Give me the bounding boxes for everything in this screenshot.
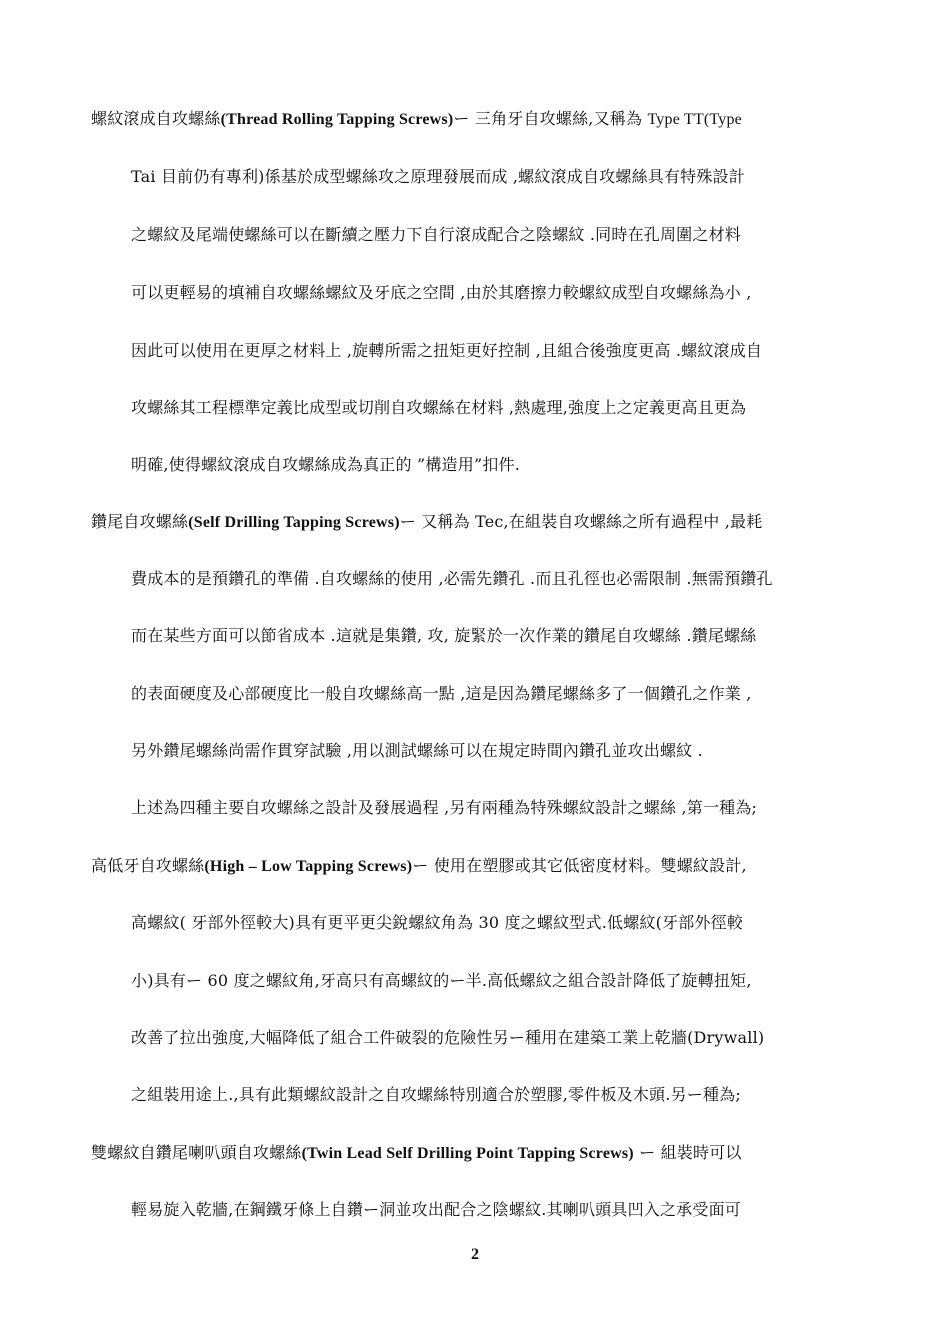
term-heading-high-low: 高低牙自攻螺絲	[91, 856, 205, 875]
term-description-latin: Type TT(Type	[647, 111, 742, 128]
paragraph-1-line-2: Tai 目前仍有專利)係基於成型螺絲攻之原理發展而成 ,螺紋滾成自攻螺絲具有特殊設計	[131, 167, 745, 186]
term-description: ー 又稱為 Tec,在組裝自攻螺絲之所有過程中 ,最耗	[399, 512, 763, 531]
paragraph-4-line-5: 之組裝用途上.,具有此類螺紋設計之自攻螺絲特別適合於塑膠,零件板及木頭.另ー種為;	[131, 1085, 741, 1104]
term-description: ー 三角牙自攻螺絲,又稱為	[453, 109, 648, 128]
paragraph-1-line-4: 可以更輕易的填補自攻螺絲螺紋及牙底之空間 ,由於其磨擦力較螺紋成型自攻螺絲為小 ,	[131, 283, 752, 302]
paragraph-4-line-1	[91, 855, 747, 878]
term-english-twin-lead: (Twin Lead Self Drilling Point Tapping Screws)	[301, 1145, 634, 1162]
paragraph-2-line-4: 的表面硬度及心部硬度比一般自攻螺絲高一點 ,這是因為鑽尾螺絲多了一個鑽孔之作業 ,	[131, 684, 752, 703]
paragraph-3-line-1: 上述為四種主要自攻螺絲之設計及發展過程 ,另有兩種為特殊螺紋設計之螺絲 ,第一種為;	[131, 798, 758, 817]
paragraph-4-line-3: 小)具有ー 60 度之螺紋角,牙高只有高螺紋的ー半.高低螺紋之組合設計降低了旋轉扭矩,	[131, 971, 752, 990]
term-heading-self-drilling: 鑽尾自攻螺絲	[91, 512, 189, 531]
paragraph-2-line-5: 另外鑽尾螺絲尚需作貫穿試驗 ,用以測試螺絲可以在規定時間內鑽孔並攻出螺紋 .	[131, 741, 703, 760]
term-heading-thread-rolling: 螺紋滾成自攻螺絲	[91, 109, 221, 128]
term-description: ー 使用在塑膠或其它低密度材料。雙螺紋設計,	[412, 856, 747, 875]
term-description: ー 組裝時可以	[633, 1143, 742, 1162]
paragraph-1-line-6: 攻螺絲其工程標準定義比成型或切削自攻螺絲在材料 ,熱處理,強度上之定義更高且更為	[131, 398, 747, 417]
term-english-self-drilling: (Self Drilling Tapping Screws)	[188, 514, 400, 531]
paragraph-5-line-1	[91, 1142, 742, 1165]
paragraph-1-line-1	[91, 108, 742, 131]
paragraph-2-line-1	[91, 511, 762, 534]
term-english-thread-rolling: (Thread Rolling Tapping Screws)	[220, 111, 454, 128]
paragraph-1-line-5: 因此可以使用在更厚之材料上 ,旋轉所需之扭矩更好控制 ,且組合後強度更高 .螺紋滾成自	[131, 341, 763, 360]
term-english-high-low: (High – Low Tapping Screws)	[204, 858, 413, 875]
page-number: 2	[471, 1246, 479, 1263]
paragraph-5-line-2: 輕易旋入乾牆,在鋼鐵牙條上自鑽ー洞並攻出配合之陰螺紋.其喇叭頭具凹入之承受面可	[131, 1200, 741, 1219]
paragraph-4-line-4: 改善了拉出強度,大幅降低了組合工件破裂的危險性另ー種用在建築工業上乾牆(Drywall)	[131, 1028, 765, 1047]
paragraph-4-line-2: 高螺紋( 牙部外徑較大)具有更平更尖銳螺紋角為 30 度之螺紋型式.低螺紋(牙部外徑較	[131, 913, 744, 932]
paragraph-1-line-3: 之螺紋及尾端使螺絲可以在斷續之壓力下自行滾成配合之陰螺紋 .同時在孔周圍之材料	[131, 225, 741, 244]
paragraph-2-line-2: 費成本的是預鑽孔的準備 .自攻螺絲的使用 ,必需先鑽孔 .而且孔徑也必需限制 .無需預鑽孔	[131, 569, 773, 588]
paragraph-1-line-7: 明確,使得螺紋滾成自攻螺絲成為真正的 ”構造用”扣件.	[131, 455, 521, 474]
term-heading-twin-lead: 雙螺紋自鑽尾喇叭頭自攻螺絲	[91, 1143, 302, 1162]
paragraph-2-line-3: 而在某些方面可以節省成本 .這就是集鑽, 攻, 旋緊於一次作業的鑽尾自攻螺絲 .鑽尾螺絲	[131, 626, 757, 645]
